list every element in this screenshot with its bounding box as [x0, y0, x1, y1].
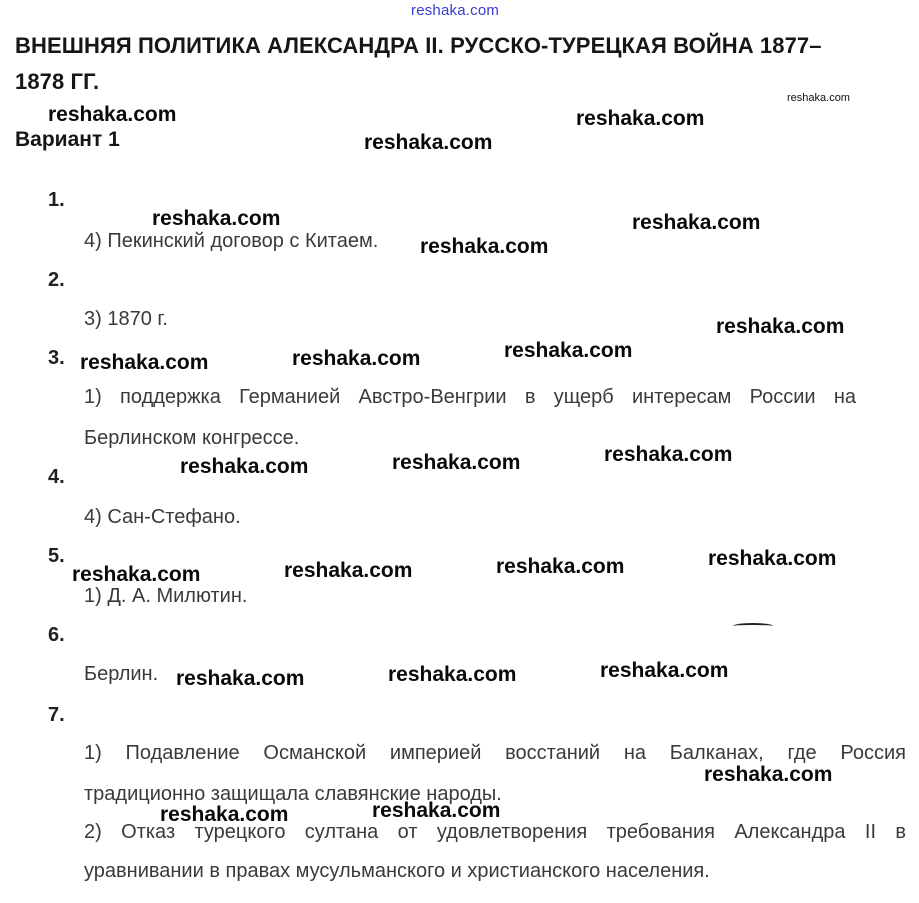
- watermark: reshaka.com: [388, 663, 517, 686]
- watermark: reshaka.com: [716, 315, 845, 338]
- question-number: 6.: [48, 624, 65, 646]
- watermark: reshaka.com: [708, 547, 837, 570]
- watermark: reshaka.com: [504, 339, 633, 362]
- answer-text: 4) Сан-Стефано.: [84, 506, 241, 528]
- watermark: reshaka.com: [420, 235, 549, 258]
- answer-text-line: 2) Отказ турецкого султана от удовлетворения требования Александра II в: [84, 821, 906, 843]
- watermark: reshaka.com: [372, 799, 501, 822]
- watermark: reshaka.com: [600, 659, 729, 682]
- watermark: reshaka.com: [284, 559, 413, 582]
- watermark: reshaka.com: [80, 351, 209, 374]
- answer-text-line: Берлинском конгрессе.: [84, 427, 300, 449]
- answer-text-line: 1) поддержка Германией Австро-Венгрии в ущерб интересам России на: [84, 386, 856, 408]
- answer-text-line: 1) Подавление Османской империей восстаний на Балканах, где Россия: [84, 742, 906, 764]
- variant-heading: Вариант 1: [15, 128, 120, 151]
- watermark: reshaka.com: [292, 347, 421, 370]
- question-number: 5.: [48, 545, 65, 567]
- watermark: reshaka.com: [364, 131, 493, 154]
- watermark: reshaka.com: [72, 563, 201, 586]
- answer-text: Берлин.: [84, 663, 159, 685]
- answer-text-line: уравнивании в правах мусульманского и христианского населения.: [84, 860, 710, 882]
- question-number: 3.: [48, 347, 65, 369]
- watermark: reshaka.com: [152, 207, 281, 230]
- scan-smudge: [733, 623, 773, 629]
- question-number: 7.: [48, 704, 65, 726]
- watermark: reshaka.com: [180, 455, 309, 478]
- watermark: reshaka.com: [160, 803, 289, 826]
- watermark: reshaka.com: [48, 103, 177, 126]
- page-title-line-2: 1878 ГГ.: [15, 69, 100, 94]
- answer-text: 1) Д. А. Милютин.: [84, 585, 248, 607]
- question-number: 2.: [48, 269, 65, 291]
- watermark: reshaka.com: [496, 555, 625, 578]
- page-title-line-1: ВНЕШНЯЯ ПОЛИТИКА АЛЕКСАНДРА II. РУССКО-ТУРЕЦКАЯ ВОЙНА 1877–: [15, 33, 822, 58]
- answer-text: 4) Пекинский договор с Китаем.: [84, 230, 379, 252]
- question-number: 4.: [48, 466, 65, 488]
- watermark: reshaka.com: [704, 763, 833, 786]
- watermark: reshaka.com: [576, 107, 705, 130]
- site-header-watermark: reshaka.com: [411, 2, 500, 19]
- watermark: reshaka.com: [176, 667, 305, 690]
- answer-text: 3) 1870 г.: [84, 308, 168, 330]
- watermark: reshaka.com: [604, 443, 733, 466]
- answer-text-line: традиционно защищала славянские народы.: [84, 783, 502, 805]
- watermark: reshaka.com: [632, 211, 761, 234]
- watermark: reshaka.com: [392, 451, 521, 474]
- question-number: 1.: [48, 189, 65, 211]
- watermark-small: reshaka.com: [787, 92, 850, 104]
